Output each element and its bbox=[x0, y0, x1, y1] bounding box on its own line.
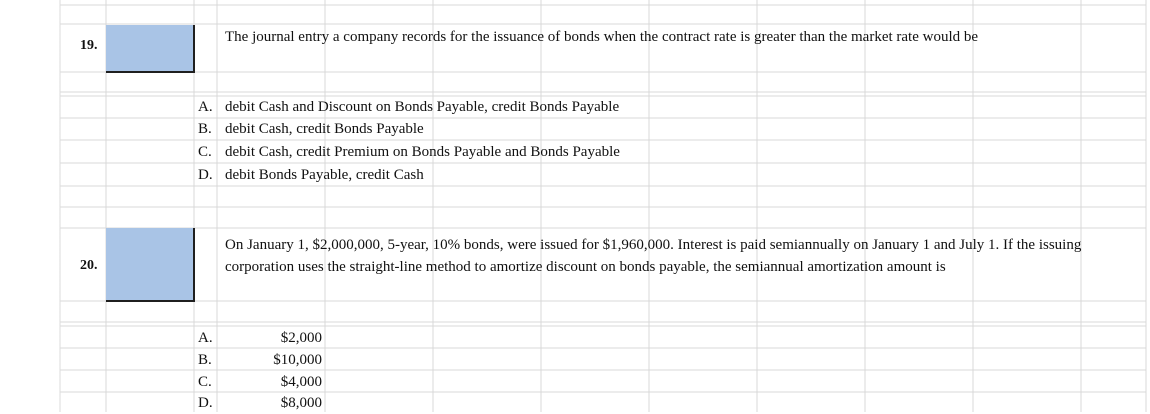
option-text: debit Cash and Discount on Bonds Payable, credit Bonds Payable bbox=[225, 99, 620, 115]
option-letter: C. bbox=[198, 144, 212, 160]
option-letter: A. bbox=[198, 99, 213, 115]
question-number: 20. bbox=[80, 258, 98, 273]
answer-input-cell[interactable] bbox=[106, 228, 195, 302]
question-number: 19. bbox=[80, 38, 98, 53]
option-amount: $4,000 bbox=[280, 374, 322, 390]
option-text: debit Bonds Payable, credit Cash bbox=[225, 167, 424, 183]
question-text: On January 1, $2,000,000, 5-year, 10% bonds, were issued for $1,960,000. Interest is paid semiannually on January 1 and July 1. If the issuing corporation uses the straight-line method to amortize discount on bonds payable, the semiannual amortization amount is bbox=[225, 237, 1082, 275]
option-amount: $2,000 bbox=[280, 330, 322, 346]
option-letter: C. bbox=[198, 374, 212, 390]
option-amount: $8,000 bbox=[280, 395, 322, 411]
option-letter: D. bbox=[198, 395, 213, 411]
option-text: debit Cash, credit Bonds Payable bbox=[225, 121, 424, 137]
answer-input-cell[interactable] bbox=[106, 25, 195, 73]
option-letter: B. bbox=[198, 121, 212, 137]
option-letter: B. bbox=[198, 352, 212, 368]
question-text: The journal entry a company records for the issuance of bonds when the contract rate is greater than the market rate would be bbox=[225, 29, 979, 45]
option-letter: D. bbox=[198, 167, 213, 183]
option-text: debit Cash, credit Premium on Bonds Payable and Bonds Payable bbox=[225, 144, 620, 160]
option-amount: $10,000 bbox=[273, 352, 322, 368]
option-letter: A. bbox=[198, 330, 213, 346]
